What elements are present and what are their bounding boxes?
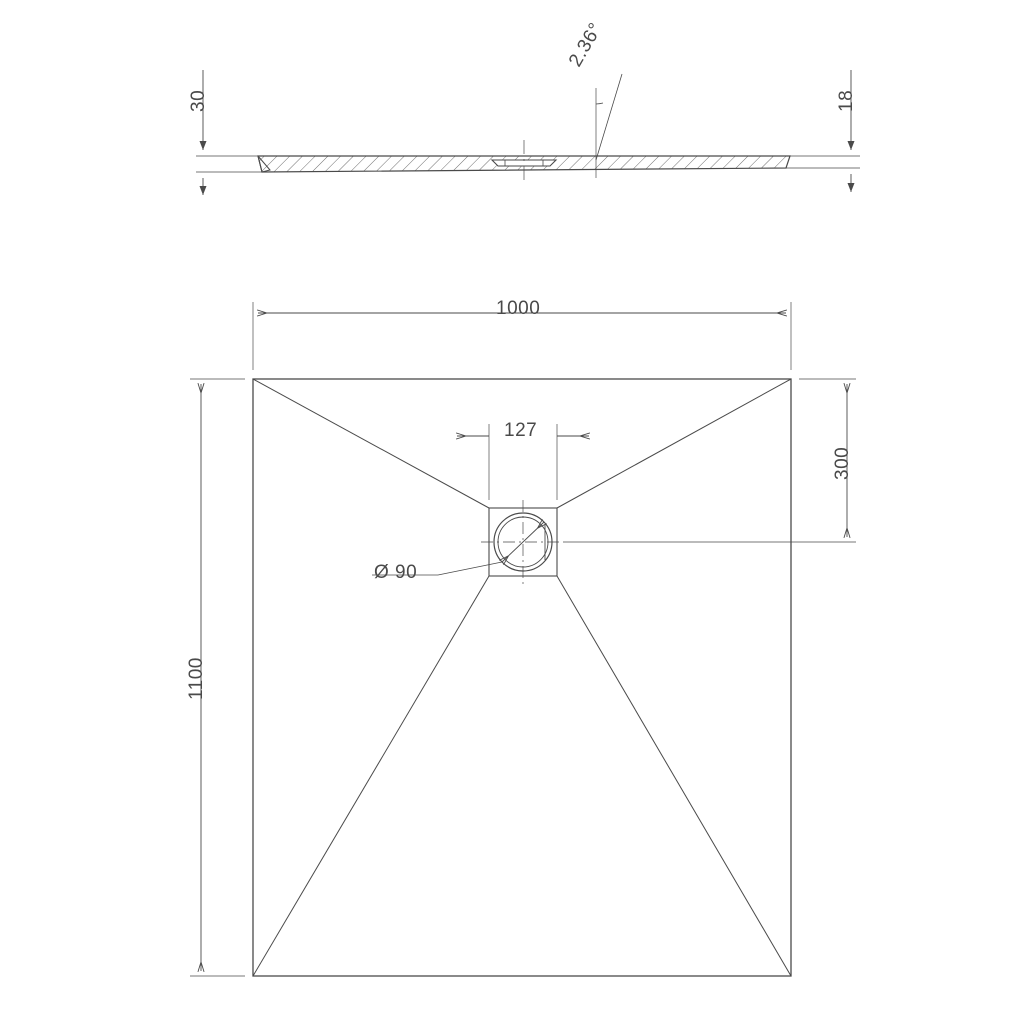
side-section-view — [196, 70, 860, 195]
top-plan-view — [190, 302, 856, 976]
dim-label-1100: 1100 — [186, 657, 207, 700]
angle-arc — [596, 103, 603, 104]
dim-label-300: 300 — [832, 446, 853, 480]
angle-slope-line — [596, 74, 622, 160]
dim-label-diameter-90: Ø 90 — [374, 562, 418, 583]
slope-fold-bl — [253, 576, 489, 976]
dim-label-angle: 2.36° — [565, 19, 607, 71]
dim-label-18: 18 — [836, 89, 857, 112]
slope-fold-tl — [253, 379, 489, 508]
slope-fold-br — [557, 576, 791, 976]
dim-label-1000: 1000 — [496, 298, 541, 319]
dim-label-30: 30 — [188, 89, 209, 112]
slope-fold-tr — [557, 379, 791, 508]
diameter-leader-tail — [438, 562, 502, 575]
tray-outline — [253, 379, 791, 976]
dim-label-127: 127 — [504, 420, 538, 441]
